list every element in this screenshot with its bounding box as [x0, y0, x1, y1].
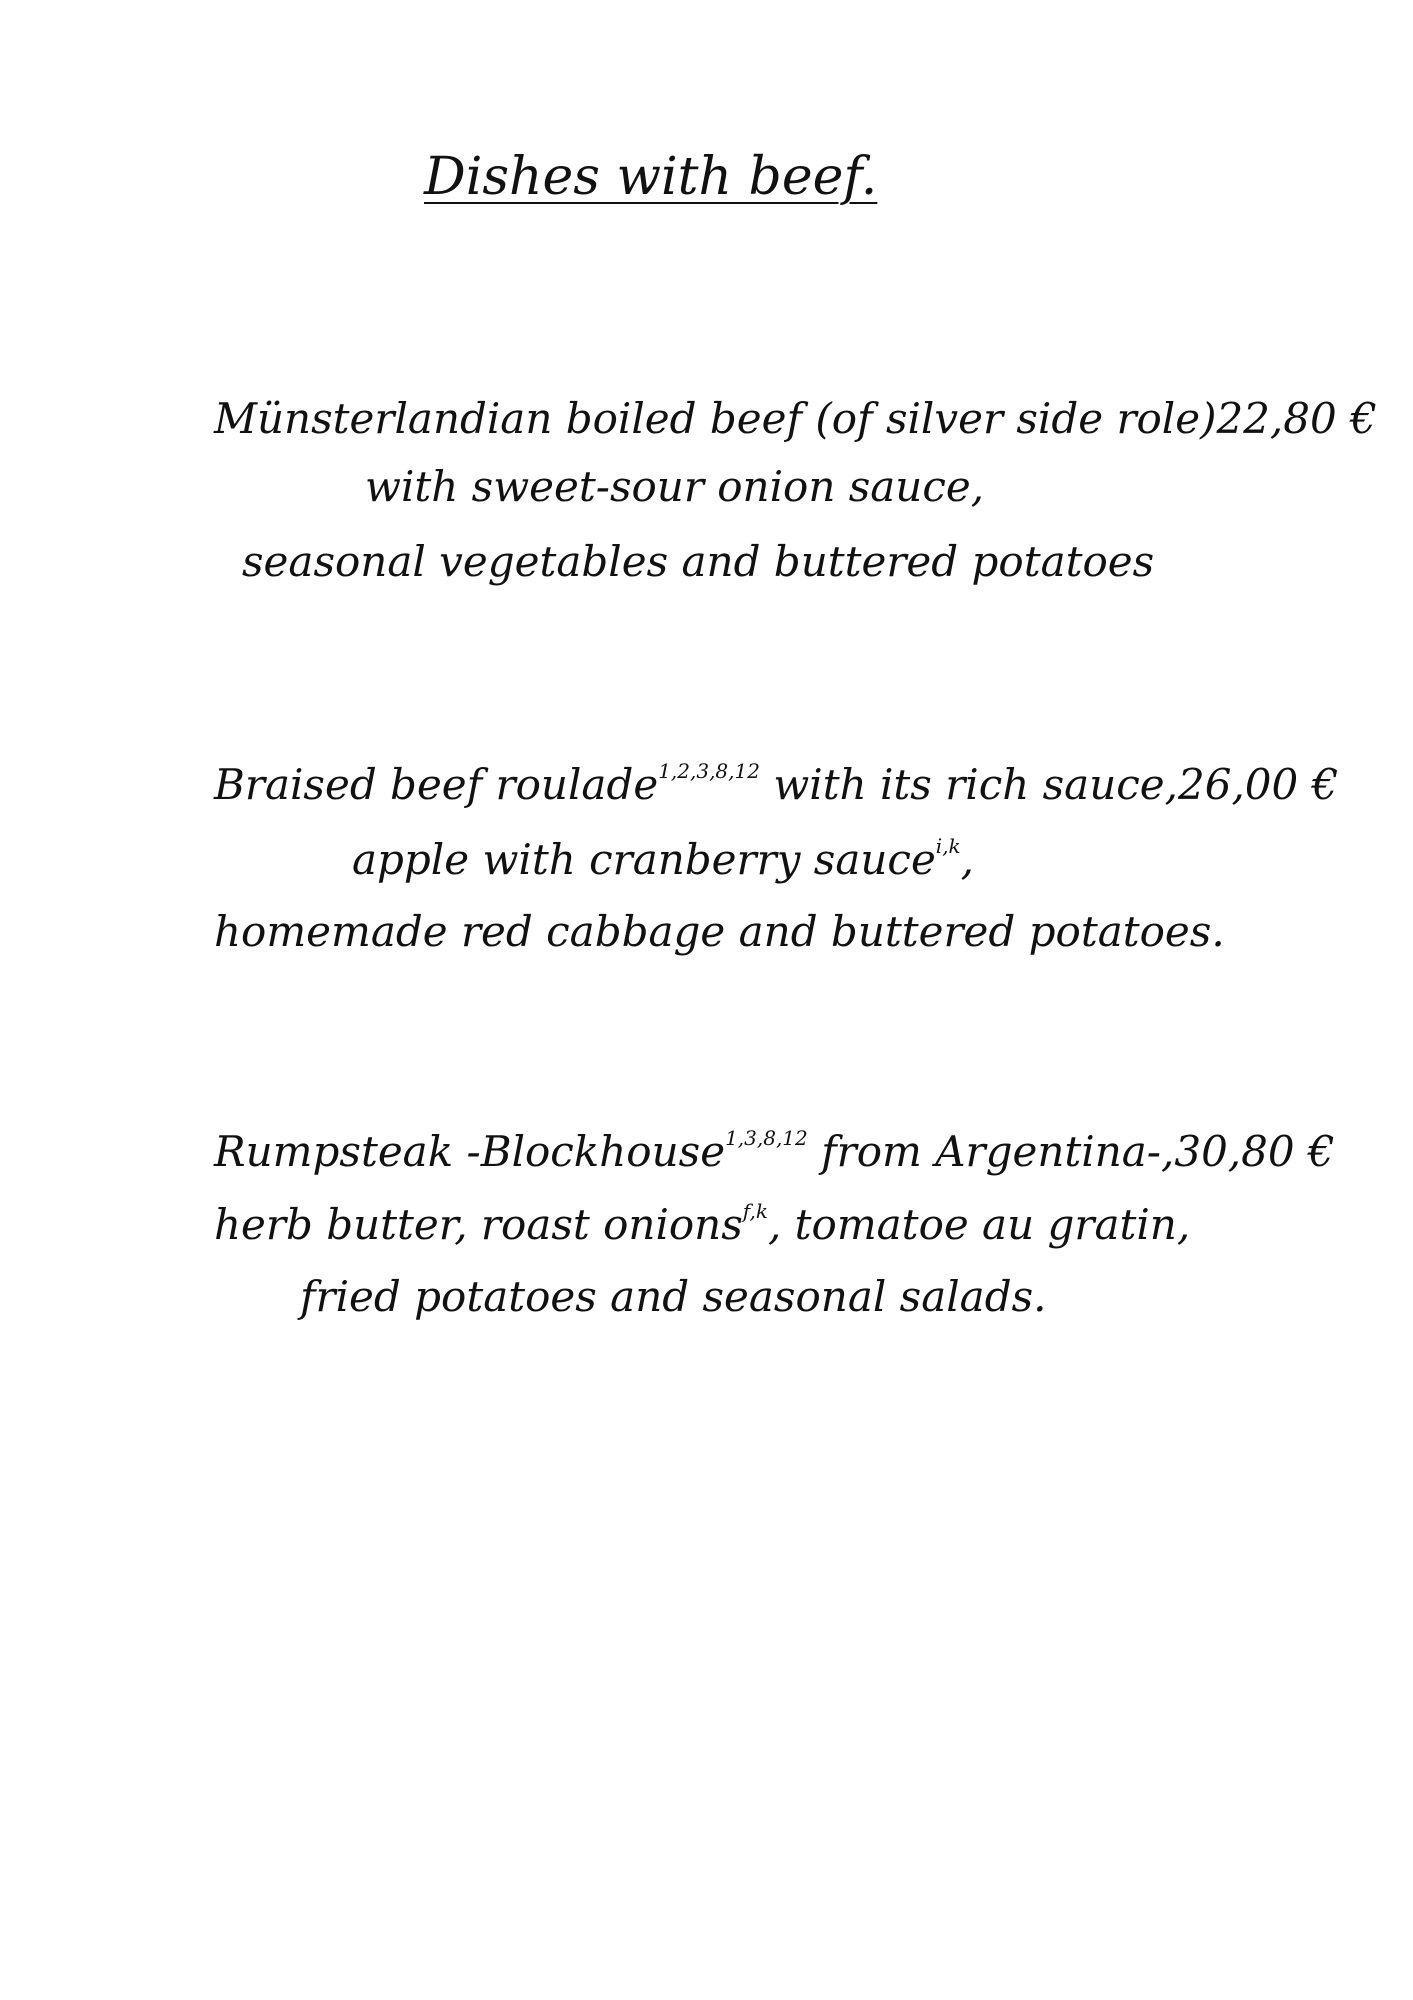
dish-2-price: 26,00 € [1178, 760, 1339, 809]
dish-3-name-suffix: from Argentina-, [807, 1127, 1175, 1176]
dish-2-title-line [214, 758, 1338, 812]
dish-1-name: Münsterlandian boiled beef (of silver side role) [214, 394, 1217, 443]
page-title: Dishes with beef. [424, 147, 878, 207]
dish-3-side-text: herb butter, roast onions [214, 1200, 743, 1249]
dish-2-side-text: apple with cranberry sauce [352, 835, 936, 884]
dish-3-description-line-1 [214, 1198, 1190, 1252]
dish-2-allergens: 1,2,3,8,12 [658, 759, 760, 783]
dish-3-side-allergens: f,k [742, 1199, 768, 1223]
dish-3-allergens: 1,3,8,12 [725, 1126, 808, 1150]
dish-1-title-line [214, 392, 1377, 446]
dish-3-side-suffix: , tomatoe au gratin, [767, 1200, 1191, 1249]
dish-3-name: Rumpsteak -Blockhouse [214, 1127, 726, 1176]
dish-3-title-line [214, 1125, 1335, 1179]
dish-3-description-line-2: fried potatoes and seasonal salads. [300, 1272, 1047, 1321]
dish-2-name: Braised beef roulade [214, 760, 659, 809]
dish-2-description-line-1 [352, 833, 974, 887]
dish-2-side-suffix: , [960, 835, 975, 884]
dish-1-description-line-2: seasonal vegetables and buttered potatoes [242, 537, 1155, 586]
dish-2-name-suffix: with its rich sauce, [759, 760, 1178, 809]
dish-3-price: 30,80 € [1174, 1127, 1335, 1176]
dish-1-price: 22,80 € [1216, 394, 1377, 443]
dish-2-description-line-2: homemade red cabbage and buttered potatoes. [214, 907, 1225, 956]
dish-1-description-line-1: with sweet-sour onion sauce, [365, 462, 985, 511]
dish-2-side-allergens: i,k [935, 834, 961, 858]
